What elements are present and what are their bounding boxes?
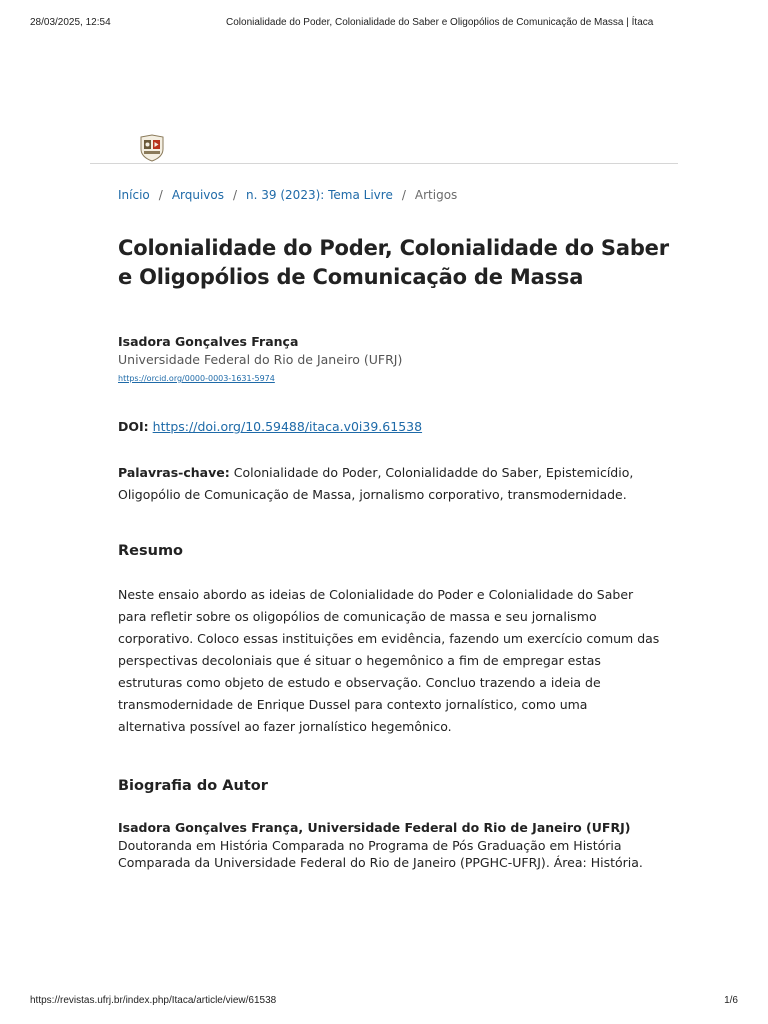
journal-logo-icon[interactable] bbox=[139, 134, 165, 162]
print-footer bbox=[30, 995, 738, 1009]
abstract-line: alternativa possível ao fazer jornalístico hegemônico. bbox=[118, 719, 452, 734]
header-divider bbox=[90, 163, 678, 164]
breadcrumb-issue-link[interactable]: n. 39 (2023): Tema Livre bbox=[246, 188, 393, 202]
keywords-line1: Colonialidade do Poder, Colonialidadde do Saber, Epistemicídio, bbox=[233, 465, 634, 480]
abstract-body bbox=[118, 584, 658, 738]
biography-line2: Comparada da Universidade Federal do Rio de Janeiro (PPGHC-UFRJ). Área: História. bbox=[118, 855, 643, 870]
biography-body bbox=[118, 819, 658, 872]
doi-label: DOI: bbox=[118, 419, 149, 434]
print-page-title: Colonialidade do Poder, Colonialidade do Saber e Oligopólios de Comunicação de Massa | Ítaca bbox=[226, 17, 654, 28]
doi-row bbox=[118, 419, 422, 434]
author-name: Isadora Gonçalves França bbox=[118, 334, 299, 349]
print-page-number: 1/6 bbox=[724, 995, 738, 1006]
breadcrumb-separator: / bbox=[233, 188, 238, 202]
breadcrumb bbox=[118, 188, 457, 202]
abstract-line: transmodernidade de Enrique Dussel para contexto jornalístico, como uma bbox=[118, 697, 588, 712]
doi-link[interactable]: https://doi.org/10.59488/itaca.v0i39.61538 bbox=[152, 419, 423, 434]
breadcrumb-current: Artigos bbox=[414, 188, 458, 202]
author-orcid-link[interactable]: https://orcid.org/0000-0003-1631-5974 bbox=[118, 374, 275, 383]
article-title-line2: e Oligopólios de Comunicação de Massa bbox=[118, 265, 584, 289]
abstract-line: para refletir sobre os oligopólios de comunicação de massa e seu jornalismo bbox=[118, 609, 597, 624]
abstract-line: perspectivas decoloniais que é situar o hegemônico a fim de empregar estas bbox=[118, 653, 601, 668]
breadcrumb-separator: / bbox=[401, 188, 406, 202]
abstract-line: corporativo. Coloco essas instituições em evidência, fazendo um exercício comum das bbox=[118, 631, 660, 646]
print-header bbox=[30, 17, 738, 31]
abstract-line: Neste ensaio abordo as ideias de Colonialidade do Poder e Colonialidade do Saber bbox=[118, 587, 634, 602]
breadcrumb-archives-link[interactable]: Arquivos bbox=[171, 188, 224, 202]
biography-line1: Doutoranda em História Comparada no Programa de Pós Graduação em História bbox=[118, 837, 622, 853]
keywords-line2: Oligopólio de Comunicação de Massa, jornalismo corporativo, transmodernidade. bbox=[118, 487, 627, 502]
abstract-line: estruturas como objeto de estudo e observação. Concluo trazendo a ideia de bbox=[118, 675, 601, 690]
breadcrumb-separator: / bbox=[158, 188, 163, 202]
article-title-line1: Colonialidade do Poder, Colonialidade do Saber bbox=[118, 236, 669, 260]
abstract-heading: Resumo bbox=[118, 543, 184, 559]
keywords-label: Palavras-chave: bbox=[118, 465, 230, 480]
article-title bbox=[118, 234, 678, 292]
print-url: https://revistas.ufrj.br/index.php/Itaca/article/view/61538 bbox=[30, 995, 277, 1006]
author-affiliation: Universidade Federal do Rio de Janeiro (UFRJ) bbox=[118, 352, 403, 367]
keywords bbox=[118, 462, 658, 506]
biography-heading: Biografia do Autor bbox=[118, 778, 268, 794]
print-datetime: 28/03/2025, 12:54 bbox=[30, 17, 111, 28]
breadcrumb-home-link[interactable]: Início bbox=[118, 188, 150, 202]
biography-author-line: Isadora Gonçalves França, Universidade Federal do Rio de Janeiro (UFRJ) bbox=[118, 820, 631, 835]
